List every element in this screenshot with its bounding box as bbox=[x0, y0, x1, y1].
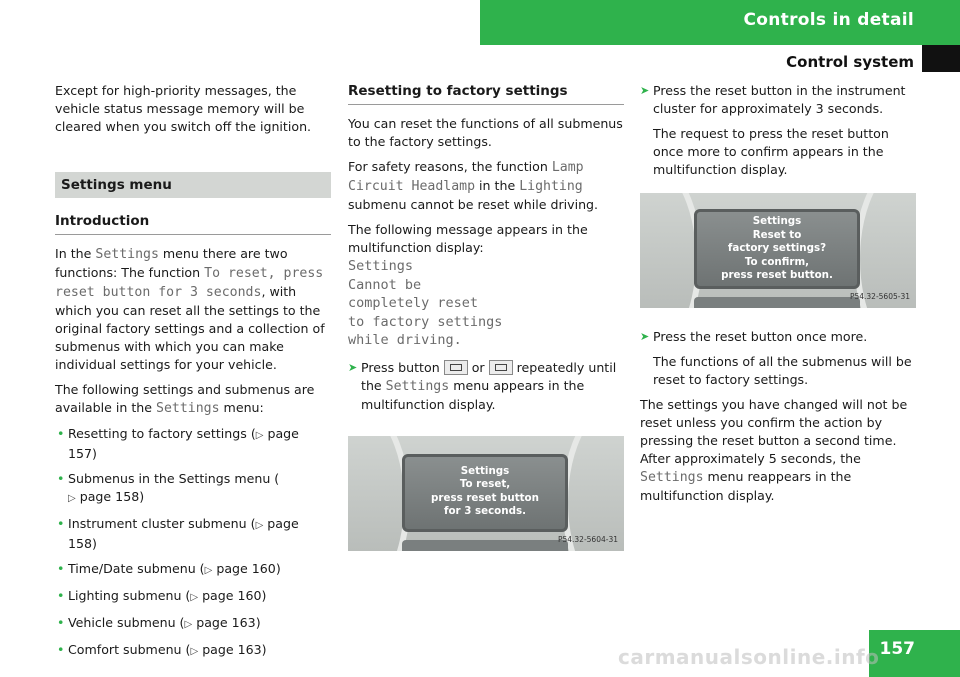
chapter-tab bbox=[480, 0, 960, 45]
display-figure-confirm bbox=[640, 193, 916, 308]
page-link[interactable]: page 158) bbox=[68, 516, 299, 551]
list-item: • Resetting to factory settings (▷ page 157) bbox=[55, 425, 331, 463]
mono-term: To reset, press reset button for 3 seconds bbox=[55, 266, 324, 300]
step-press-again: ➤ Press the reset button once more. bbox=[640, 329, 868, 344]
reset-heading: Resetting to factory settings bbox=[348, 82, 624, 105]
figure-code: P54.32-5604-31 bbox=[557, 534, 618, 544]
page-ref-triangle-icon: ▷ bbox=[68, 493, 76, 504]
available-text: The following settings and submenus are available in the Settings menu: bbox=[55, 382, 315, 416]
page-ref-triangle-icon: ▷ bbox=[184, 619, 193, 630]
display-button-icon bbox=[444, 360, 468, 375]
message-intro: The following message appears in the multifunction display: bbox=[348, 222, 588, 255]
column-2 bbox=[348, 82, 624, 571]
submenu-list bbox=[55, 425, 331, 661]
page-link[interactable]: page 160) bbox=[216, 561, 281, 576]
step-arrow-icon: ➤ bbox=[640, 330, 650, 343]
page-number-box bbox=[869, 630, 960, 677]
page-ref-triangle-icon: ▷ bbox=[190, 646, 199, 657]
introduction-heading: Introduction bbox=[55, 212, 331, 235]
settings-menu-heading: Settings menu bbox=[55, 172, 331, 198]
list-item: • Time/Date submenu (▷ page 160) bbox=[55, 560, 331, 580]
page-ref-triangle-icon: ▷ bbox=[204, 565, 213, 576]
intro-paragraph: Except for high-priority messages, the vehicle status message memory will be cleared when you switch off the ignition. bbox=[55, 83, 312, 134]
mono-term: Settings bbox=[95, 247, 159, 262]
chapter-title: Controls in detail bbox=[743, 10, 914, 30]
section-marker bbox=[922, 45, 960, 72]
page-number: 157 bbox=[879, 639, 915, 659]
page-link[interactable]: page 157) bbox=[68, 426, 299, 461]
display-message: Settings Cannot be completely reset to factory settings while driving. bbox=[348, 258, 503, 348]
reset-intro: You can reset the functions of all submenus to the factory settings. bbox=[348, 116, 623, 149]
mono-term: Settings bbox=[156, 401, 220, 416]
display-figure-reset bbox=[348, 436, 624, 551]
mono-term: Lamp Circuit Headlamp bbox=[348, 160, 584, 194]
step-result: The request to press the reset button once more to confirm appears in the multifunction display. bbox=[653, 126, 889, 177]
page-link[interactable]: page 158) bbox=[79, 489, 145, 504]
list-item: • Comfort submenu (▷ page 163) bbox=[55, 641, 331, 661]
figure-code: P54.32-5605-31 bbox=[849, 292, 910, 301]
mono-term: Lighting bbox=[519, 179, 583, 194]
step-press-reset: ➤ Press the reset button in the instrument cluster for approximately 3 seconds. bbox=[640, 83, 906, 116]
page-link[interactable]: page 160) bbox=[202, 588, 267, 603]
section-title: Control system bbox=[786, 53, 914, 71]
page-ref-triangle-icon: ▷ bbox=[255, 520, 264, 531]
list-item: • Vehicle submenu (▷ page 163) bbox=[55, 614, 331, 634]
list-item: • Lighting submenu (▷ page 160) bbox=[55, 587, 331, 607]
intro-text: In the Settings menu there are two functions: The function To reset, press reset button for 3 seconds, with which you can reset all the settings to the original factory settings and a collection of submenus with which you can make individual settings for your vehicle. bbox=[55, 246, 325, 372]
step-result: The functions of all the submenus will be reset to factory settings. bbox=[653, 354, 912, 387]
multifunction-display: Settings To reset, press reset button for 3 seconds. bbox=[402, 454, 568, 532]
display-button-icon bbox=[489, 360, 513, 375]
page-link[interactable]: page 163) bbox=[196, 615, 261, 630]
confirm-note: The settings you have changed will not be reset unless you confirm the action by pressing the reset button a second time. After approximately 5 seconds, the Settings menu reappears in the multifunction display. bbox=[640, 397, 908, 503]
watermark: carmanualsonline.info bbox=[618, 645, 880, 669]
list-item: • Instrument cluster submenu (▷ page 158) bbox=[55, 515, 331, 553]
column-3 bbox=[640, 82, 916, 512]
column-1 bbox=[55, 82, 331, 668]
page-ref-triangle-icon: ▷ bbox=[190, 592, 199, 603]
step-arrow-icon: ➤ bbox=[640, 84, 650, 97]
step-press-button: ➤ Press button or repeatedly until the Settings menu appears in the multifunction display. bbox=[348, 359, 617, 412]
list-item: • Submenus in the Settings menu ( ▷ page 158) bbox=[55, 470, 331, 508]
mono-term: Settings bbox=[385, 378, 450, 394]
page-ref-triangle-icon: ▷ bbox=[255, 430, 264, 441]
mono-term: Settings bbox=[640, 470, 704, 485]
step-arrow-icon: ➤ bbox=[348, 360, 358, 374]
multifunction-display: Settings Reset to factory settings? To confirm, press reset button. bbox=[694, 209, 860, 289]
page-link[interactable]: page 163) bbox=[202, 642, 267, 657]
safety-text: For safety reasons, the function Lamp Circuit Headlamp in the Lighting submenu cannot be reset while driving. bbox=[348, 159, 599, 212]
